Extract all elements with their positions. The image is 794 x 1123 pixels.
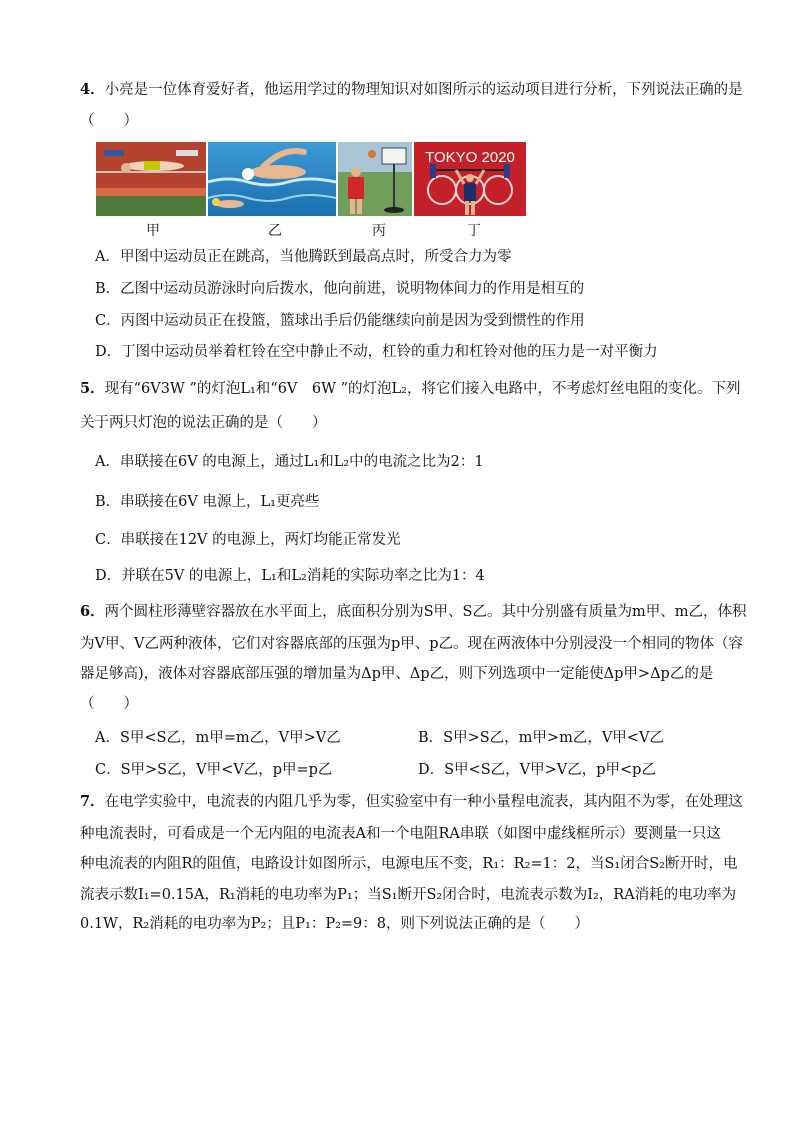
caption-jia: 甲	[146, 223, 160, 239]
q4-option-d: D．丁图中运动员举着杠铃在空中静止不动，杠铃的重力和杠铃对他的压力是一对平衡力	[95, 344, 658, 360]
q5-option-a: A．串联接在6V 的电源上，通过L₁和L₂中的电流之比为2：1	[95, 454, 484, 470]
q5-option-c: C．串联接在12V 的电源上，两灯均能正常发光	[95, 532, 401, 548]
q5-stem-line1: 5．现有“6V3W ”的灯泡L₁和“6V 6W ”的灯泡L₂，将它们接入电路中，不考虑灯丝电阻的变化。下列	[80, 380, 741, 397]
photo-ding-weightlifting	[414, 142, 526, 216]
q6-option-d: D．S甲<S乙，V甲>V乙，p甲<p乙	[418, 762, 656, 778]
q4-paren: （ ）	[80, 113, 138, 129]
q6-paren: （ ）	[80, 696, 138, 712]
photo-jia-high-jump	[96, 142, 206, 216]
q7-stem-line3: 种电流表的内阻R的阻值，电路设计如图所示，电源电压不变，R₁：R₂=1：2，当S₁闭合S₂断开时，电	[80, 856, 738, 872]
q6-stem-line3: 器足够高)，液体对容器底部压强的增加量为Δp甲、Δp乙，则下列选项中一定能使Δp甲>Δp乙的是	[80, 666, 714, 682]
q6-option-b: B．S甲>S乙，m甲>m乙，V甲<V乙	[418, 730, 664, 746]
q6-option-a: A．S甲<S乙，m甲=m乙，V甲>V乙	[95, 730, 341, 746]
photo-bing-basketball	[338, 142, 412, 216]
caption-ding: 丁	[467, 223, 481, 239]
q7-stem-line4: 流表示数I₁=0.15A，R₁消耗的电功率为P₁；当S₁断开S₂闭合时，电流表示数为I₂，RA消耗的电功率为	[80, 887, 737, 903]
q7-stem-line2: 种电流表时，可看成是一个无内阻的电流表A和一个电阻RA串联（如图中虚线框所示）要测量一只这	[80, 826, 721, 842]
q7-stem-line5: 0.1W，R₂消耗的电功率为P₂；且P₁：P₂=9：8，则下列说法正确的是（ ）	[80, 916, 589, 932]
photo-yi-swimming	[208, 142, 336, 216]
tokyo-2020-text: TOKYO 2020	[425, 149, 515, 166]
q4-option-a: A．甲图中运动员正在跳高，当他腾跃到最高点时，所受合力为零	[95, 249, 512, 265]
q5-option-d: D．并联在5V 的电源上，L₁和L₂消耗的实际功率之比为1：4	[95, 568, 485, 584]
q7-stem-line1: 7．在电学实验中，电流表的内阻几乎为零，但实验室中有一种小量程电流表，其内阻不为零，在处理这	[80, 793, 743, 810]
q5-option-b: B．串联接在6V 电源上，L₁更亮些	[95, 494, 320, 510]
q4-option-c: C．丙图中运动员正在投篮，篮球出手后仍能继续向前是因为受到惯性的作用	[95, 313, 585, 329]
q4-stem: 4．小亮是一位体育爱好者，他运用学过的物理知识对如图所示的运动项目进行分析，下列说法正确的是	[80, 81, 743, 98]
q4-option-b: B．乙图中运动员游泳时向后拨水，他向前进，说明物体间力的作用是相互的	[95, 281, 585, 297]
caption-bing: 丙	[372, 223, 386, 239]
q5-stem-line2: 关于两只灯泡的说法正确的是（ ）	[80, 415, 327, 431]
caption-yi: 乙	[268, 223, 282, 239]
q6-stem-line1: 6．两个圆柱形薄壁容器放在水平面上，底面积分别为S甲、S乙。其中分别盛有质量为m甲、m乙，体积	[80, 603, 747, 620]
q6-option-c: C．S甲>S乙，V甲<V乙，p甲=p乙	[95, 762, 333, 778]
q6-stem-line2: 为V甲、V乙两种液体，它们对容器底部的压强为p甲、p乙。现在两液体中分别浸没一个相同的物体（容	[80, 636, 744, 652]
